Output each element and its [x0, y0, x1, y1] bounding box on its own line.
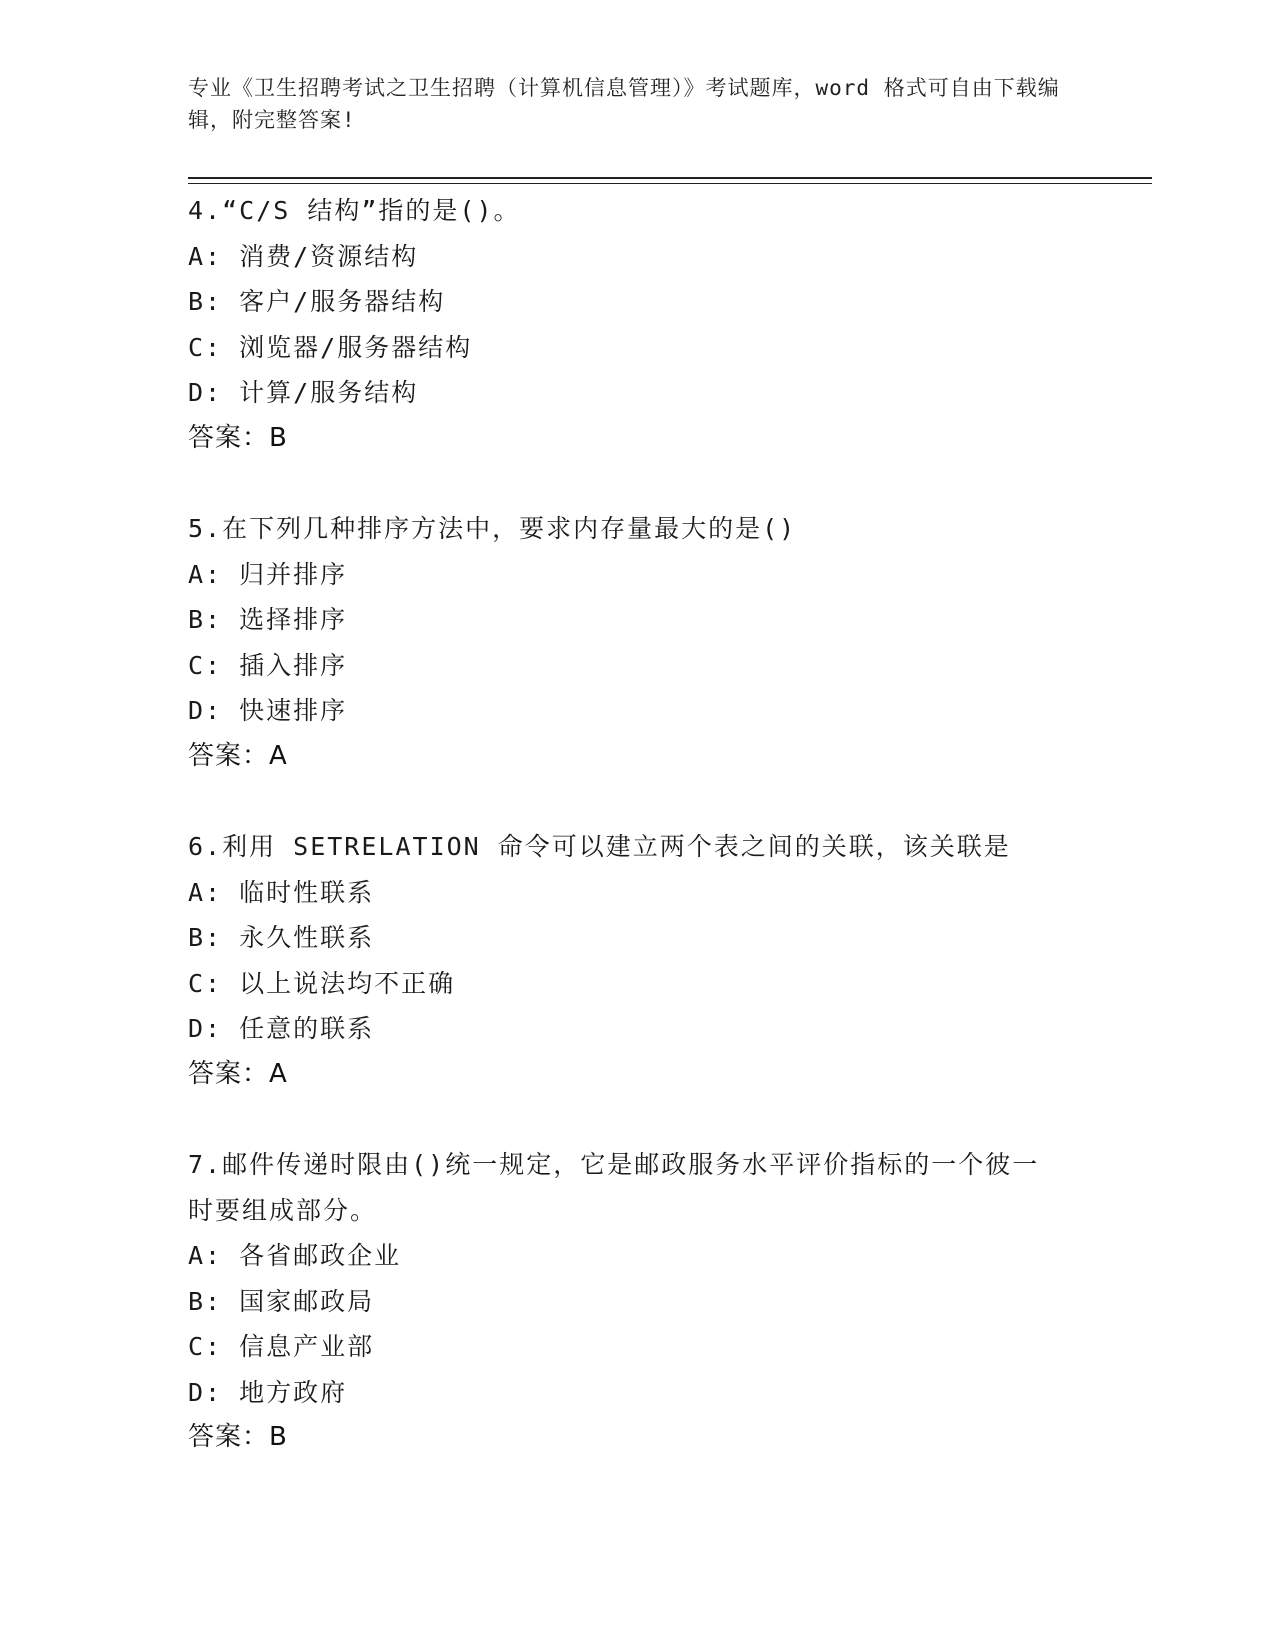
document-header: 专业《卫生招聘考试之卫生招聘（计算机信息管理）》考试题库，word 格式可自由下载编辑，附完整答案!: [188, 76, 1060, 132]
question-block: [188, 824, 1088, 1097]
option-b: B: 选择排序: [188, 605, 348, 634]
answer-line: 答案：B: [188, 422, 288, 453]
option-d: D: 计算/服务结构: [188, 378, 419, 407]
option-d: D: 地方政府: [188, 1377, 348, 1407]
question-block: [188, 188, 1088, 461]
question-stem: 4.“C/S 结构”指的是()。: [188, 196, 521, 225]
answer-line: 答案：A: [188, 1058, 288, 1089]
question-list: [188, 188, 1088, 1506]
question-stem: 7.邮件传递时限由()统一规定，它是邮政服务水平评价指标的一个彼一时要组成部分。: [188, 1150, 1040, 1225]
option-a: A: 归并排序: [188, 559, 348, 589]
header-divider-thick: [188, 177, 1152, 179]
option-d: D: 快速排序: [188, 696, 348, 725]
option-a: A: 临时性联系: [188, 877, 375, 907]
option-b: B: 永久性联系: [188, 923, 375, 952]
option-c: C: 以上说法均不正确: [188, 968, 456, 998]
question-block: [188, 1142, 1088, 1461]
answer-line: 答案：B: [188, 1422, 288, 1452]
option-d: D: 任意的联系: [188, 1014, 375, 1043]
question-stem: 5.在下列几种排序方法中，要求内存量最大的是(): [188, 514, 797, 543]
answer-line: 答案：A: [188, 740, 288, 771]
option-c: C: 浏览器/服务器结构: [188, 332, 473, 362]
option-b: B: 国家邮政局: [188, 1286, 375, 1316]
option-c: C: 插入排序: [188, 650, 348, 680]
header-divider-thin: [188, 183, 1152, 184]
option-a: A: 消费/资源结构: [188, 241, 419, 271]
option-b: B: 客户/服务器结构: [188, 287, 446, 316]
option-a: A: 各省邮政企业: [188, 1241, 402, 1270]
option-c: C: 信息产业部: [188, 1332, 375, 1361]
question-block: [188, 506, 1088, 779]
question-stem: 6.利用 SETRELATION 命令可以建立两个表之间的关联，该关联是: [188, 832, 1011, 861]
